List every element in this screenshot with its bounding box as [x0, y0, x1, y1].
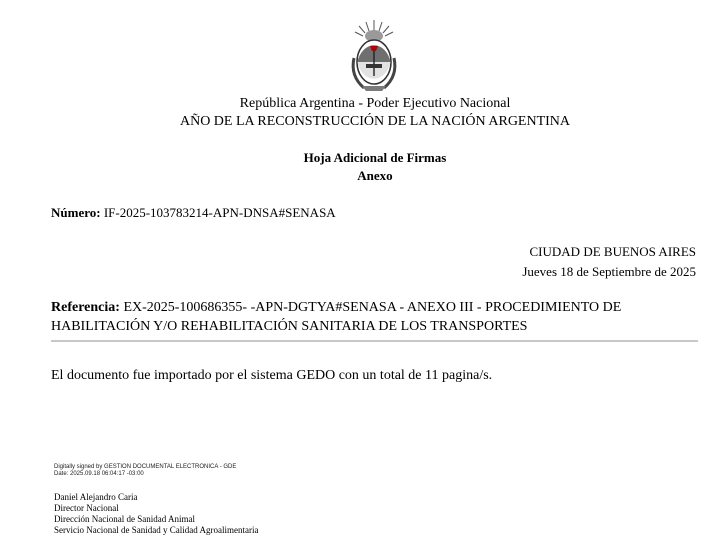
header-line-1: República Argentina - Poder Ejecutivo Nacional: [239, 96, 511, 111]
document-reference-label: Referencia:: [51, 300, 120, 315]
signer-role: Director Nacional: [54, 503, 119, 513]
signer-name: Daniel Alejandro Caria: [54, 492, 138, 502]
document-body: El documento fue importado por el sistema GEDO con un total de 11 pagina/s.: [51, 368, 493, 383]
digital-signature-line-2: Date: 2025.09.18 06:04:17 -03:00: [54, 471, 144, 477]
document-subtitle: Anexo: [357, 168, 393, 183]
divider: [51, 340, 698, 342]
document-number-value: IF-2025-103783214-APN-DNSA#SENASA: [103, 205, 336, 220]
document-title: Hoja Adicional de Firmas: [303, 150, 447, 165]
document-city: CIUDAD DE BUENOS AIRES: [529, 244, 696, 259]
document-reference: [51, 298, 701, 336]
digital-signature-line-1: Digitally signed by GESTION DOCUMENTAL ELECTRONICA - GDE: [54, 464, 237, 470]
document-number-label: Número:: [51, 205, 101, 220]
document-date: Jueves 18 de Septiembre de 2025: [522, 264, 696, 279]
signer-department: Dirección Nacional de Sanidad Animal: [54, 514, 195, 524]
signer-organization: Servicio Nacional de Sanidad y Calidad Agroalimentaria: [54, 525, 259, 535]
document-reference-value: EX-2025-100686355- -APN-DGTYA#SENASA - ANEXO III - PROCEDIMIENTO DE HABILITACIÓN Y/O REHABILITACIÓN SANITARIA DE LOS TRANSPORTES: [51, 300, 622, 334]
argentina-coat-of-arms-icon: [346, 18, 402, 94]
document-number: [51, 205, 336, 221]
header-line-2: AÑO DE LA RECONSTRUCCIÓN DE LA NACIÓN ARGENTINA: [179, 114, 571, 129]
